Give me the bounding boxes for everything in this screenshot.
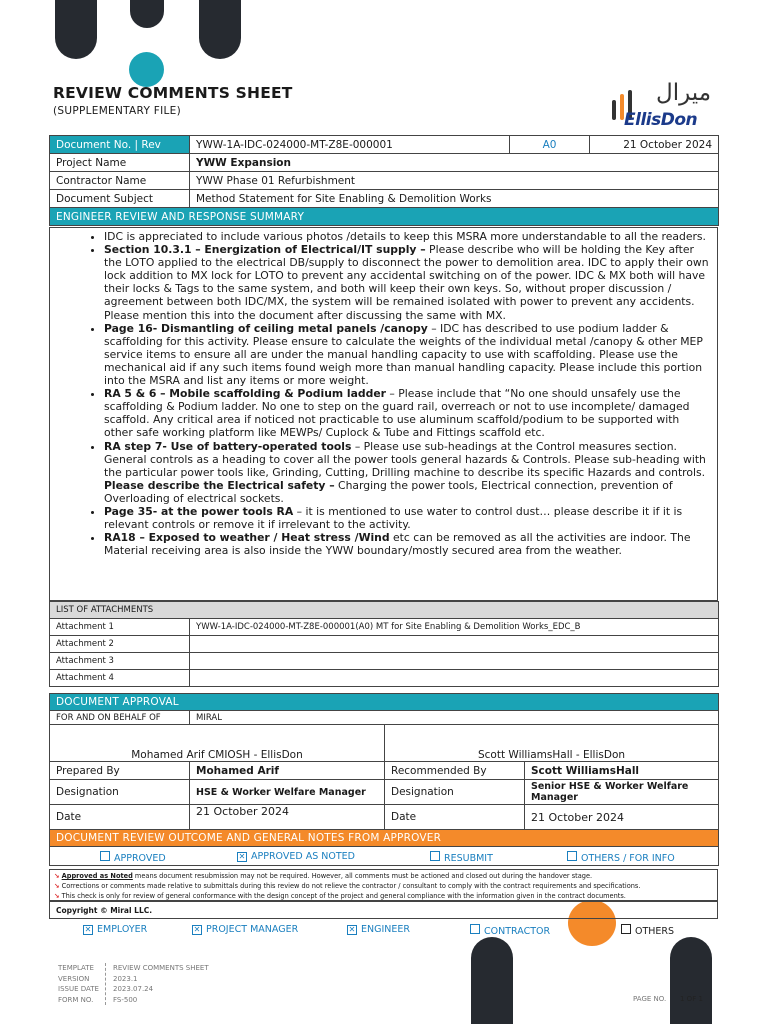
project-name-label: Project Name <box>50 154 190 172</box>
page-subtitle: (SUPPLEMENTARY FILE) <box>53 105 182 117</box>
behalf-label: FOR AND ON BEHALF OF <box>50 711 190 725</box>
option-approved-as-noted[interactable]: ✕ APPROVED AS NOTED <box>238 851 355 862</box>
designation-label: Designation <box>50 780 190 805</box>
summary-item: • RA step 7- Use of battery-operated tools – Please use sub-headings at the Control measures section. General controls as a heading to cover all the power tools general hazards & Controls. Please sub-heading with the particular power tools like, Grinding, Cutting, Drilling machine to describe its specific Hazards and controls. Please describe the Electrical safety – Charging the power tools, Electrical connection, prevention of Overloading of electrical sockets. <box>104 440 709 505</box>
checkbox-checked-icon[interactable]: ✕ <box>84 925 92 934</box>
checkbox-icon[interactable] <box>567 851 577 861</box>
note-line: ↘ Corrections or comments made relative to submittals during this review do not relieve the contractor / consultant to comply with the contract requirements and specifications. <box>54 882 641 890</box>
dist-contractor[interactable]: CONTRACTOR <box>470 924 550 937</box>
checkbox-icon[interactable] <box>100 851 110 861</box>
summary-item: • IDC is appreciated to include various photos /details to keep this MSRA more understandable to all the readers. <box>104 230 709 243</box>
document-subject-label: Document Subject <box>50 190 190 208</box>
approval-table <box>49 693 719 866</box>
outcome-options <box>50 847 719 866</box>
approval-header: DOCUMENT APPROVAL <box>50 694 719 711</box>
behalf-value: MIRAL <box>190 711 719 725</box>
document-subject-value: Method Statement for Site Enabling & Demolition Works <box>190 190 719 208</box>
decor-bar-1 <box>55 0 97 59</box>
doc-info-table <box>49 135 719 226</box>
dist-others[interactable]: OTHERS <box>621 924 674 937</box>
decor-bar-3 <box>199 0 241 59</box>
attachments-table <box>49 601 719 687</box>
summary-item: • Page 35- at the power tools RA – it is mentioned to use water to control dust… please describe it if it is relevant controls or remove it if irrelevant to the activity. <box>104 505 709 531</box>
attachment-value <box>190 636 719 653</box>
attachment-label: Attachment 3 <box>50 653 190 670</box>
date-right: 21 October 2024 <box>525 805 719 830</box>
option-resubmit[interactable]: RESUBMIT <box>430 851 493 864</box>
prepared-by-value: Mohamed Arif <box>190 762 385 780</box>
page-title: REVIEW COMMENTS SHEET <box>53 84 293 102</box>
checkbox-checked-icon[interactable]: ✕ <box>348 925 356 934</box>
designation-label-right: Designation <box>385 780 525 805</box>
contractor-name-label: Contractor Name <box>50 172 190 190</box>
designation-left: HSE & Worker Welfare Manager <box>190 780 385 805</box>
outcome-notes <box>49 869 718 901</box>
checkbox-checked-icon[interactable]: ✕ <box>193 925 201 934</box>
note-line: ↘ Approved as Noted means document resubmission may not be required. However, all comments must be actioned and closed out during the handover stage. <box>54 872 593 880</box>
attachment-link[interactable]: YWW-1A-IDC-024000-MT-Z8E-000001(A0) MT for Site Enabling & Demolition Works_EDC_B <box>190 619 719 636</box>
decor-circle-teal <box>129 52 164 87</box>
review-summary <box>49 227 718 601</box>
recommended-by-label: Recommended By <box>385 762 525 780</box>
doc-no-label: Document No. | Rev <box>50 136 190 154</box>
decor-bar-2 <box>130 0 164 28</box>
logo-company-text: EllisDon <box>624 110 698 130</box>
project-name-value: YWW Expansion <box>190 154 719 172</box>
attachment-label: Attachment 2 <box>50 636 190 653</box>
attachment-value <box>190 653 719 670</box>
dist-employer[interactable]: ✕ EMPLOYER <box>84 924 148 935</box>
summary-item: • RA 5 & 6 – Mobile scaffolding & Podium ladder – Please include that “No one should unsafely use the scaffolding & Podium ladder. No one to step on the guard rail, overreach or not to use incomplete/ damaged scaffold. Any critical area if noticed not practicable to use aluminum scaffold/podium to be supported with other safe working platform like MEWPs/ Cuplock & Tube and Fittings scaffold etc. <box>104 387 709 439</box>
option-approved[interactable]: APPROVED <box>100 851 166 864</box>
company-logo <box>600 72 734 142</box>
attachment-value <box>190 670 719 687</box>
summary-item: • RA18 – Exposed to weather / Heat stress /Wind etc can be removed as all the activities are indoor. The Material receiving area is also inside the YWW boundary/mostly secured area from the weather. <box>104 531 709 557</box>
option-others[interactable]: OTHERS / FOR INFO <box>567 851 675 864</box>
summary-item: • Page 16- Dismantling of ceiling metal panels /canopy – IDC has described to use podium ladder & scaffolding for this activity. Please ensure to calculate the weights of the individual metal /canopy & other MEP service items to ensure all are under the manual handling capacity to use with scaffolding. Please use the mechanical aid if any such items found weigh more than manual handling capacity. Please include this portion into the MSRA and list any items or more weight. <box>104 322 709 387</box>
dist-engineer[interactable]: ✕ ENGINEER <box>348 924 410 935</box>
summary-item: • Section 10.3.1 – Energization of Electrical/IT supply – Please describe who will be holding the Key after the LOTO applied to the electrical DB/supply to disconnect the power to demolition area. IDC to apply their own lock addition to MX lock for LOTO to prevent any accidental switching on of the power. IDC & MX both will have their locks & Tags to the same system, and both will keep their own keys. So, without proper discussion / agreement between both IDC/MX, the system will be remained isolated with power to prevent any accidents. Please mention this into the document after discussing the same with MX. <box>104 243 709 322</box>
outcome-header: DOCUMENT REVIEW OUTCOME AND GENERAL NOTES FROM APPROVER <box>50 830 719 847</box>
doc-date: 21 October 2024 <box>590 136 719 154</box>
note-line: ↘ This check is only for review of general conformance with the design concept of the project and general compliance with the information given in the contract documents. <box>54 892 626 900</box>
date-label-right: Date <box>385 805 525 830</box>
summary-subitem: Please describe the Electrical safety – Charging the power tools, Electrical connection, prevention of Overloading of electrical sockets. <box>104 478 673 505</box>
copyright: Copyright © Miral LLC. <box>49 901 718 919</box>
recommended-by-value: Scott WilliamsHall <box>525 762 719 780</box>
logo-arabic-text: ميرال <box>656 80 712 106</box>
checkbox-checked-icon[interactable]: ✕ <box>238 852 246 861</box>
signature-left: Mohamed Arif CMIOSH - EllisDon <box>50 725 385 762</box>
page-no-value: 1 OF 1 <box>680 995 703 1003</box>
signature-right: Scott WilliamsHall - EllisDon <box>385 725 719 762</box>
decor-bar-bottom-1 <box>471 937 513 1024</box>
summary-header: ENGINEER REVIEW AND RESPONSE SUMMARY <box>50 208 719 226</box>
dist-project-manager[interactable]: ✕ PROJECT MANAGER <box>193 924 299 935</box>
date-label: Date <box>50 805 190 830</box>
date-left: 21 October 2024 <box>190 805 385 830</box>
attachment-label: Attachment 4 <box>50 670 190 687</box>
designation-right: Senior HSE & Worker Welfare Manager <box>525 780 719 805</box>
contractor-name-value: YWW Phase 01 Refurbishment <box>190 172 719 190</box>
checkbox-icon[interactable] <box>430 851 440 861</box>
attachment-label: Attachment 1 <box>50 619 190 636</box>
page-no-label: PAGE NO. <box>633 995 667 1003</box>
decor-bar-bottom-2 <box>670 937 712 1024</box>
doc-no-value: YWW-1A-IDC-024000-MT-Z8E-000001 <box>190 136 510 154</box>
attachments-header: LIST OF ATTACHMENTS <box>50 602 719 619</box>
prepared-by-label: Prepared By <box>50 762 190 780</box>
checkbox-icon[interactable] <box>470 924 480 934</box>
revision: A0 <box>510 136 590 154</box>
checkbox-icon[interactable] <box>621 924 631 934</box>
